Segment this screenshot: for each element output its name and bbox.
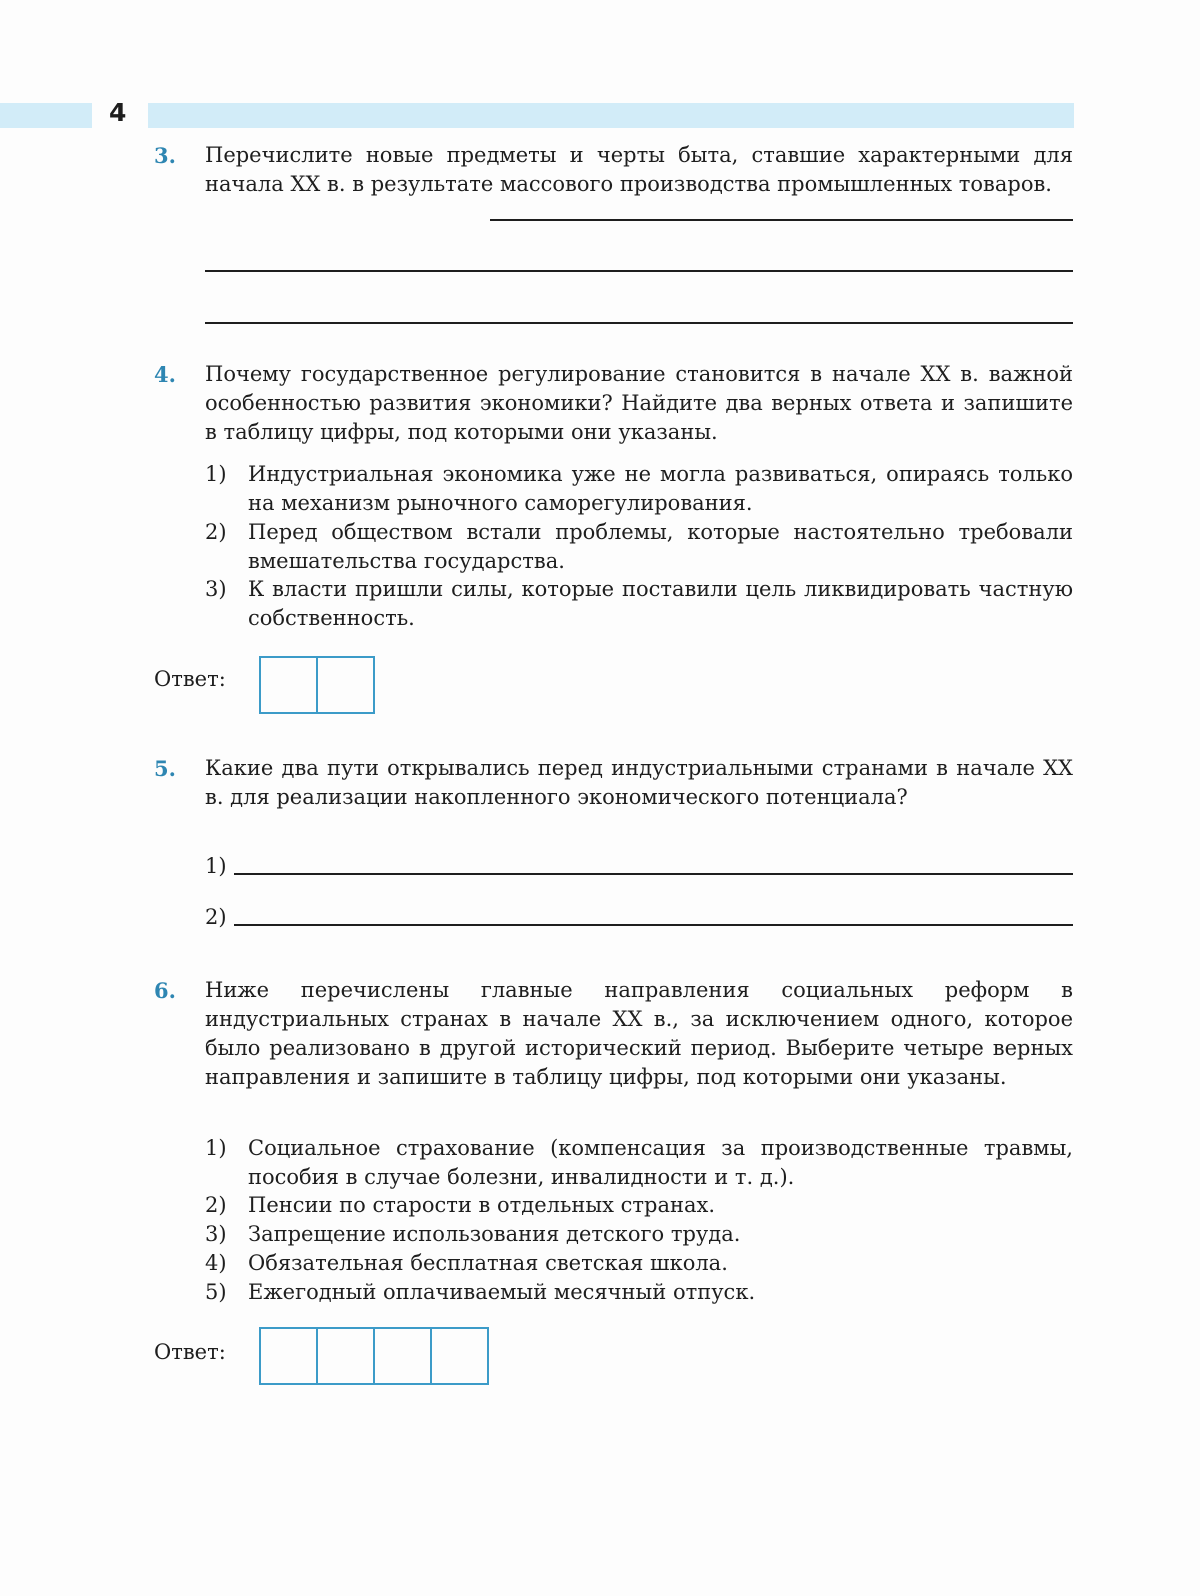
answer-cell[interactable] (430, 1329, 487, 1383)
answer-cell[interactable] (261, 1329, 316, 1383)
task-5-answer-line-2[interactable] (234, 924, 1073, 926)
task-5-line-1-label: 1) (205, 854, 227, 878)
task-6-number: 6. (154, 978, 176, 1003)
task-6-option-2-text: Пенсии по старости в отдельных странах. (248, 1193, 716, 1217)
page-number: 4 (109, 98, 127, 127)
answer-cell[interactable] (316, 658, 373, 712)
task-4-answer-grid (259, 656, 375, 714)
task-4-option-2-text: Перед обществом встали проблемы, которые настоятельно требовали вмешательства государства. (248, 520, 1073, 573)
task-6-option-3-number: 3) (205, 1222, 227, 1246)
task-5-number: 5. (154, 756, 176, 781)
task-6-option-2-number: 2) (205, 1193, 227, 1217)
task-6-option-5-number: 5) (205, 1280, 227, 1304)
header-band-right (148, 103, 1074, 128)
task-6-option-3-text: Запрещение использования детского труда. (248, 1222, 741, 1246)
task-4-option-2-number: 2) (205, 520, 227, 544)
header-band-left (0, 103, 92, 128)
task-6-option-4-text: Обязательная бесплатная светская школа. (248, 1251, 728, 1275)
task-6-answer-grid (259, 1327, 489, 1385)
task-6-option-4-number: 4) (205, 1251, 227, 1275)
answer-cell[interactable] (316, 1329, 373, 1383)
task-6-text: Ниже перечислены главные направления социальных реформ в индустриальных странах в начале XX в., за исключением одного, которое было реализовано в другой исторический период. Выберите четыре верных направления и запишите в таблицу цифры, под которыми они указаны. (205, 978, 1073, 1089)
task-4-option-1-text: Индустриальная экономика уже не могла развиваться, опираясь только на механизм рыночного саморегулирования. (248, 462, 1073, 515)
task-6-option-5-text: Ежегодный оплачиваемый месячный отпуск. (248, 1280, 756, 1304)
task-4-option-3-number: 3) (205, 577, 227, 601)
task-3-text: Перечислите новые предметы и черты быта, ставшие характерными для начала XX в. в результате массового производства промышленных товаров. (205, 143, 1073, 196)
task-3-answer-line-2[interactable] (205, 270, 1073, 272)
task-6-answer-label: Ответ: (154, 1340, 226, 1364)
task-3-number: 3. (154, 143, 176, 168)
task-5-answer-line-1[interactable] (234, 873, 1073, 875)
task-4-number: 4. (154, 362, 176, 387)
task-4-text: Почему государственное регулирование становится в начале XX в. важной особенностью развития экономики? Найдите два верных ответа и запишите в таблицу цифры, под которыми они указаны. (205, 362, 1073, 444)
task-3-answer-line-1[interactable] (490, 219, 1073, 221)
task-5-text: Какие два пути открывались перед индустриальными странами в начале XX в. для реализации накопленного экономического потенциала? (205, 756, 1073, 809)
task-3-answer-line-3[interactable] (205, 322, 1073, 324)
task-5-line-2-label: 2) (205, 905, 227, 929)
task-6-option-1-number: 1) (205, 1136, 227, 1160)
task-4-option-3-text: К власти пришли силы, которые поставили цель ликвидировать частную собственность. (248, 577, 1073, 630)
task-4-option-1-number: 1) (205, 462, 227, 486)
task-6-option-1-text: Социальное страхование (компенсация за производственные травмы, пособия в случае болезни, инвалидности и т. д.). (248, 1136, 1073, 1189)
answer-cell[interactable] (373, 1329, 430, 1383)
task-4-answer-label: Ответ: (154, 667, 226, 691)
answer-cell[interactable] (261, 658, 316, 712)
